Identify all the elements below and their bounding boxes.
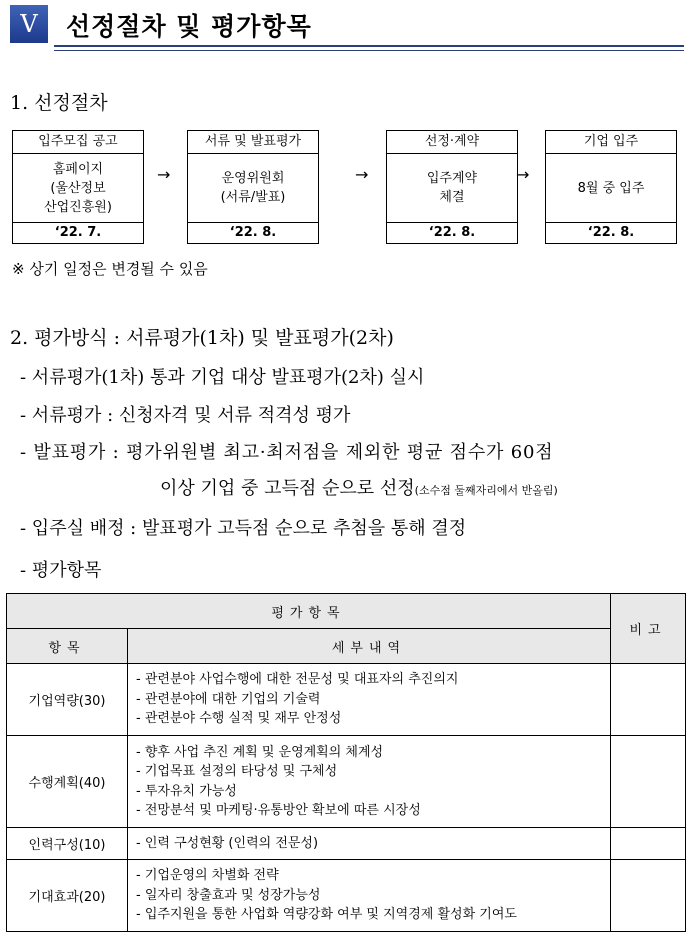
- process-step-head: 기업 입주: [546, 131, 676, 154]
- process-step-date: ‘22. 8.: [587, 225, 635, 240]
- process-step-date: ‘22. 8.: [229, 225, 277, 240]
- chapter-number-badge: Ⅴ: [10, 5, 48, 43]
- rounding-note: (소수점 둘째자리에서 반올림): [414, 484, 558, 497]
- arrow-icon: →: [355, 165, 369, 184]
- bullet-presentation-evaluation: - 발표평가 : 평가위원별 최고·최저점을 제외한 평균 점수가 60점: [20, 442, 554, 463]
- bullet-document-pass: - 서류평가(1차) 통과 기업 대상 발표평가(2차) 실시: [20, 367, 425, 388]
- process-step-head: 입주모집 공고: [13, 131, 143, 154]
- arrow-icon: →: [157, 165, 171, 184]
- header-rule: [54, 45, 684, 47]
- row-details: [128, 828, 611, 860]
- process-step-body: 8월 중 입주: [546, 154, 676, 223]
- chapter-header: [10, 5, 680, 43]
- table-header-note: 비고: [611, 594, 686, 664]
- evaluation-table: [6, 593, 686, 932]
- detail-line: - 기업운영의 차별화 전략: [136, 868, 279, 884]
- detail-line: - 입주지원을 통한 사업화 역량강화 여부 및 지역경제 활성화 기여도: [136, 907, 517, 923]
- detail-line: - 일자리 창출효과 및 성장가능성: [136, 887, 321, 903]
- row-note: [611, 736, 686, 828]
- section-title-evaluation-method: 2. 평가방식 : 서류평가(1차) 및 발표평가(2차): [10, 327, 394, 349]
- table-row: [7, 736, 686, 828]
- process-step-body: 홈페이지 (울산정보 산업진흥원): [13, 154, 143, 223]
- table-header-detail: 세부내역: [128, 629, 611, 664]
- row-category: 인력구성(10): [7, 828, 128, 860]
- detail-line: - 인력 구성현황 (인력의 전문성): [136, 835, 319, 851]
- bullet-presentation-evaluation-cont: [160, 474, 558, 500]
- process-step-2: [187, 130, 319, 244]
- row-note: [611, 860, 686, 932]
- detail-line: - 향후 사업 추진 계획 및 운영계획의 체계성: [136, 744, 384, 760]
- row-category: 수행계획(40): [7, 736, 128, 828]
- chapter-title: 선정절차 및 평가항목: [66, 12, 312, 41]
- table-row: [7, 860, 686, 932]
- process-step-head: 서류 및 발표평가: [188, 131, 318, 154]
- detail-line: - 기업목표 설정의 타당성 및 구체성: [136, 764, 338, 779]
- process-step-date: ‘22. 8.: [428, 225, 476, 240]
- section-title-selection-process: 1. 선정절차: [10, 92, 108, 114]
- table-row: [7, 664, 686, 736]
- table-header-evaluation-items: 평가항목: [7, 594, 611, 629]
- row-note: [611, 828, 686, 860]
- process-step-body: 운영위원회 (서류/발표): [188, 154, 318, 223]
- detail-line: - 관련분야에 대한 기업의 기술력: [136, 691, 321, 707]
- process-step-head: 선정·계약: [387, 131, 517, 154]
- schedule-note: ※ 상기 일정은 변경될 수 있음: [12, 260, 208, 278]
- table-header-category: 항목: [7, 629, 128, 664]
- detail-line: - 투자유치 가능성: [136, 783, 237, 799]
- table-row: [7, 828, 686, 860]
- process-step-3: [386, 130, 518, 244]
- row-category: 기대효과(20): [7, 860, 128, 932]
- bullet-room-assignment: - 입주실 배정 : 발표평가 고득점 순으로 추첨을 통해 결정: [20, 518, 467, 539]
- detail-line: - 관련분야 사업수행에 대한 전문성 및 대표자의 추진의지: [136, 672, 459, 688]
- row-details: [128, 736, 611, 828]
- row-category: 기업역량(30): [7, 664, 128, 736]
- bullet-evaluation-items: - 평가항목: [20, 560, 102, 581]
- process-step-body: 입주계약 체결: [387, 154, 517, 223]
- presentation-criteria-text: 이상 기업 중 고득점 순으로 선정: [160, 478, 415, 499]
- row-note: [611, 664, 686, 736]
- bullet-document-evaluation: - 서류평가 : 신청자격 및 서류 적격성 평가: [20, 405, 351, 426]
- row-details: [128, 860, 611, 932]
- process-step-4: [545, 130, 677, 244]
- header-rule-thin: [54, 50, 684, 51]
- detail-line: - 관련분야 수행 실적 및 재무 안정성: [136, 711, 342, 727]
- detail-line: - 전망분석 및 마케팅·유통방안 확보에 따른 시장성: [136, 803, 421, 818]
- arrow-icon: →: [516, 165, 530, 184]
- process-step-1: [12, 130, 144, 244]
- row-details: [128, 664, 611, 736]
- process-step-date: ‘22. 7.: [54, 225, 102, 240]
